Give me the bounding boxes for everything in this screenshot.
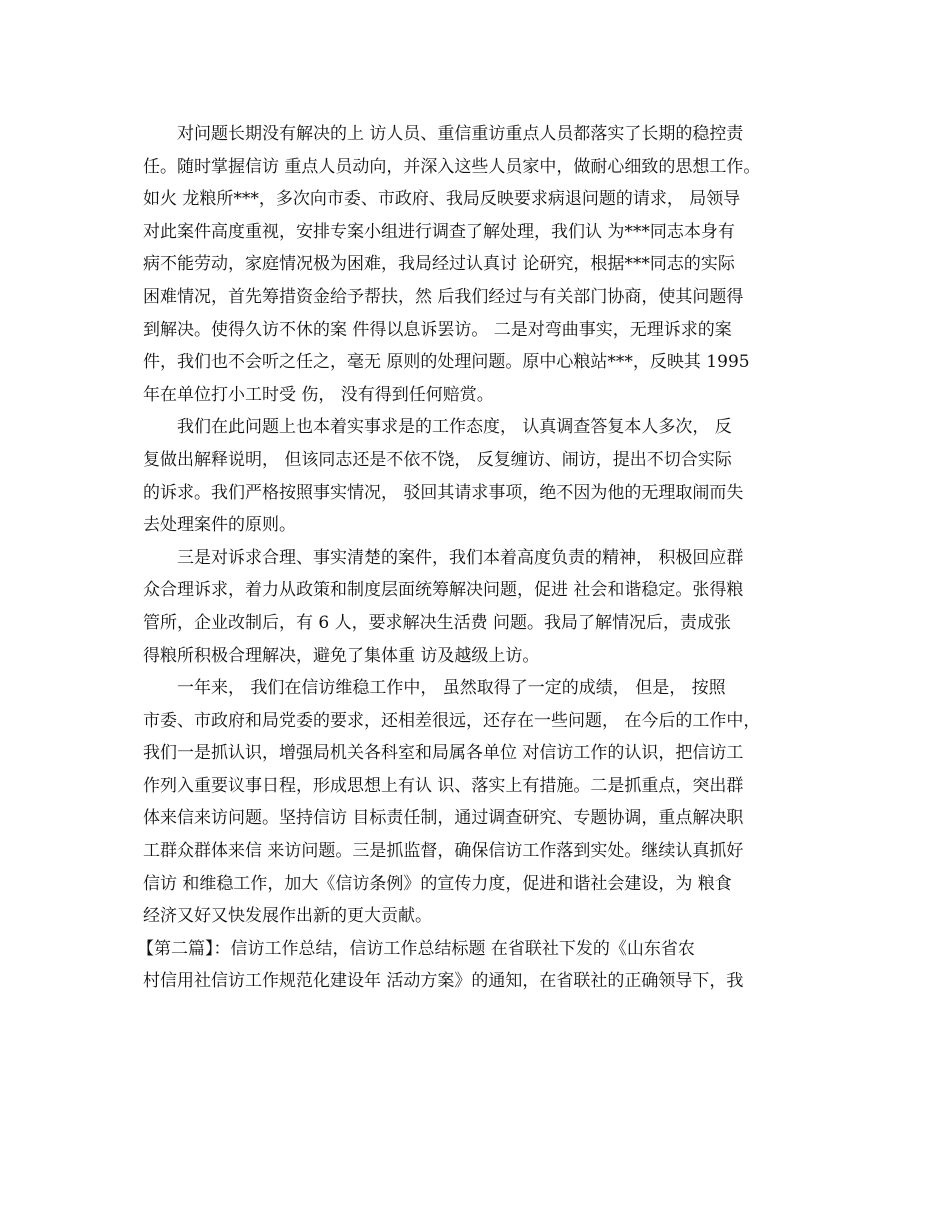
text-line: 的诉求。我们严格按照事实情况， 驳回其请求事项，绝不因为他的无理取闹而失 <box>143 482 744 503</box>
text-line: 任。随时掌握信访 重点人员动向，并深入这些人员家中，做耐心细致的思想工作。 <box>143 156 761 177</box>
text-line: 众合理诉求，着力从政策和制度层面统筹解决问题，促进 社会和谐稳定。张得粮 <box>143 580 744 601</box>
text-line: 村信用社信访工作规范化建设年 活动方案》的通知，在省联社的正确领导下，我 <box>143 971 744 992</box>
text-line: 三是对诉求合理、事实清楚的案件，我们本着高度负责的精神， 积极回应群 <box>177 547 744 568</box>
text-line: 工群众群体来信 来访问题。三是抓监督，确保信访工作落到实处。继续认真抓好 <box>143 841 744 862</box>
text-line: 去处理案件的原则。 <box>143 515 296 536</box>
text-line: 市委、市政府和局党委的要求，还相差很远，还存在一些问题， 在今后的工作中， <box>143 710 761 731</box>
text-line: 作列入重要议事日程，形成思想上有认 识、落实上有措施。二是抓重点，突出群 <box>143 775 744 796</box>
text-line: 得粮所积极合理解决，避免了集体重 访及越级上访。 <box>143 645 540 666</box>
document-body <box>137 118 815 998</box>
text-line: 信访 和维稳工作，加大《信访条例》的宣传力度，促进和谐社会建设，为 粮食 <box>143 873 732 894</box>
text-line: 如火 龙粮所***，多次向市委、市政府、我局反映要求病退问题的请求， 局领导 <box>143 189 741 210</box>
text-line: 体来信来访问题。坚持信访 目标责任制，通过调查研究、专题协调，重点解决职 <box>143 808 744 829</box>
text-line: 年在单位打小工时受 伤， 没有得到任何赔赏。 <box>143 384 494 405</box>
text-line: 管所，企业改制后，有 6 人，要求解决生活费 问题。我局了解情况后，责成张 <box>143 612 732 633</box>
text-line: 件，我们也不会听之任之，毫无 原则的处理问题。原中心粮站***，反映其 1995 <box>143 352 750 373</box>
text-line: 一年来， 我们在信访维稳工作中， 虽然取得了一定的成绩， 但是， 按照 <box>177 678 726 699</box>
text-line: 复做出解释说明， 但该同志还是不依不饶， 反复缠访、闹访，提出不切合实际 <box>143 449 732 470</box>
text-line: 经济又好又快发展作出新的更大贡献。 <box>143 906 432 927</box>
text-line: 病不能劳动，家庭情况极为困难，我局经过认真讨 论研究，根据***同志的实际 <box>143 254 735 275</box>
text-line: 困难情况，首先筹措资金给予帮扶，然 后我们经过与有关部门协商，使其问题得 <box>143 286 744 307</box>
text-line: 我们在此问题上也本着实事求是的工作态度， 认真调查答复本人多次， 反 <box>177 417 732 438</box>
text-line: 对此案件高度重视，安排专案小组进行调查了解处理，我们认 为***同志本身有 <box>143 221 735 242</box>
text-line: 到解决。使得久访不休的案 件得以息诉罢访。 二是对弯曲事实，无理诉求的案 <box>143 319 732 340</box>
text-line: 对问题长期没有解决的上 访人员、重信重访重点人员都落实了长期的稳控责 <box>177 124 744 144</box>
text-line: 我们一是抓认识，增强局机关各科室和局属各单位 对信访工作的认识，把信访工 <box>143 743 744 764</box>
section-heading-line: 【第二篇】：信访工作总结，信访工作总结标题 在省联社下发的《山东省农 <box>137 938 695 959</box>
